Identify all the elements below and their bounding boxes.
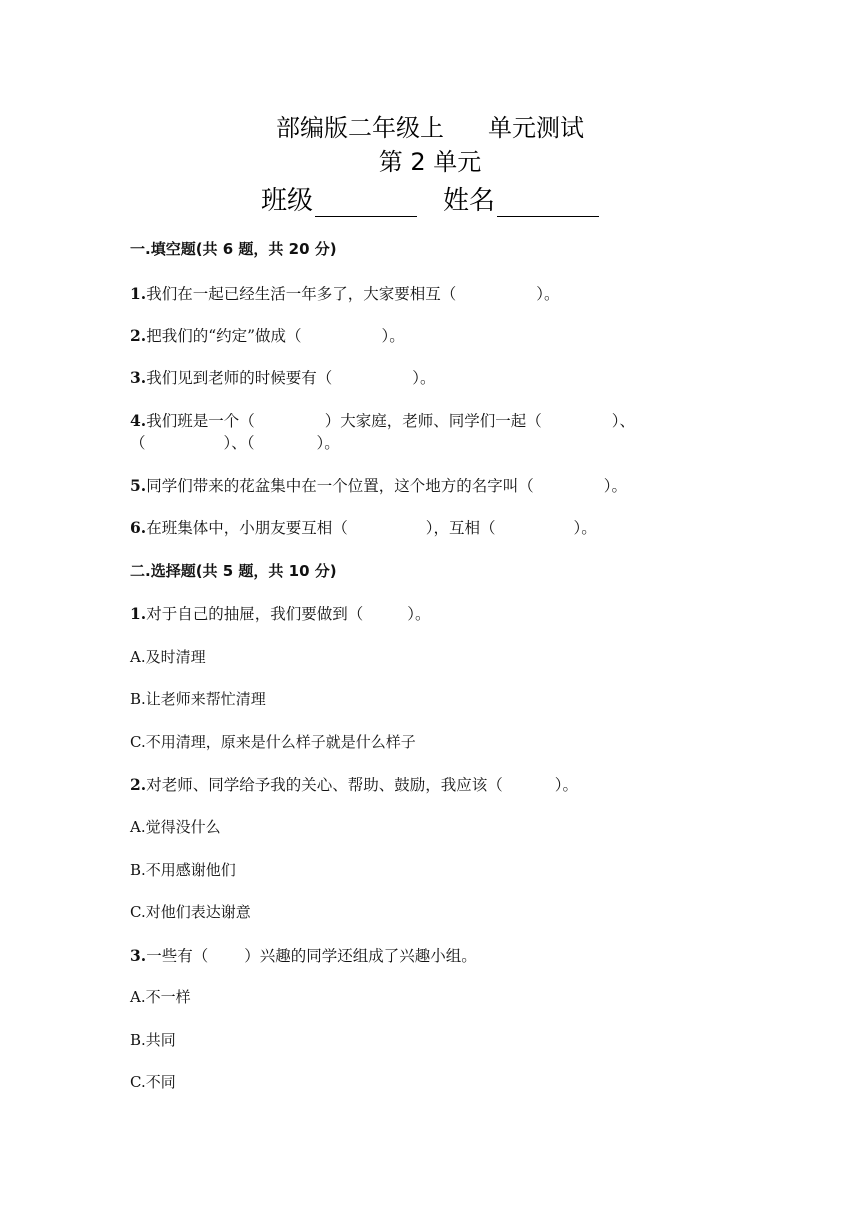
q-text: ）。 [381, 327, 405, 345]
fill-question-1 [130, 282, 559, 304]
q-number: 1. [130, 284, 147, 303]
q-number: 3. [130, 946, 147, 965]
unit-title: 第 2 单元 [378, 148, 482, 176]
q-number: 4. [130, 411, 147, 430]
fill-question-4-cont [130, 431, 340, 453]
option-c[interactable]: C.对他们表达谢意 [130, 903, 251, 921]
q-text: 把我们的“约定”做成（ [146, 327, 302, 345]
option-a[interactable]: A.觉得没什么 [130, 818, 221, 836]
q-text: 对于自己的抽屉，我们要做到（ [146, 605, 364, 623]
q-text: ）。 [603, 477, 627, 495]
option-b[interactable]: B.不用感谢他们 [130, 861, 236, 879]
name-blank[interactable] [497, 190, 599, 217]
option-b[interactable]: B.让老师来帮忙清理 [130, 690, 266, 708]
q-text: 同学们带来的花盆集中在一个位置，这个地方的名字叫（ [146, 477, 534, 495]
student-info [0, 180, 860, 217]
option-c[interactable]: C.不同 [130, 1073, 176, 1091]
q-text: ）兴趣的同学还组成了兴趣小组。 [244, 947, 477, 965]
class-blank[interactable] [315, 190, 417, 217]
section2-heading: 二.选择题(共 5 题，共 10 分) [130, 562, 337, 580]
choice-question-3 [130, 944, 477, 966]
section1-heading: 一.填空题(共 6 题，共 20 分) [130, 240, 337, 258]
fill-question-3 [130, 366, 435, 388]
q-text: ）。 [536, 285, 560, 303]
choice-question-1 [130, 602, 430, 624]
q-number: 3. [130, 368, 147, 387]
q-text: ）。 [573, 519, 597, 537]
q-text: ）。 [412, 369, 436, 387]
q-number: 2. [130, 775, 147, 794]
class-label: 班级 [260, 186, 313, 216]
fill-question-5 [130, 474, 627, 496]
option-a[interactable]: A.及时清理 [130, 648, 206, 666]
name-label: 姓名 [443, 186, 496, 216]
fill-question-6 [130, 516, 597, 538]
q-text: ）。 [554, 776, 578, 794]
q-text: 我们班是一个（ [146, 412, 255, 430]
option-c[interactable]: C.不用清理，原来是什么样子就是什么样子 [130, 733, 416, 751]
q-text: 一些有（ [146, 947, 209, 965]
q-number: 5. [130, 476, 147, 495]
q-text: 在班集体中，小朋友要互相（ [146, 519, 348, 537]
option-b[interactable]: B.共同 [130, 1031, 176, 1049]
exam-title [0, 108, 860, 143]
title-right: 单元测试 [488, 114, 584, 142]
q-text: ）、 [611, 412, 635, 430]
q-number: 2. [130, 326, 147, 345]
option-a[interactable]: A.不一样 [130, 988, 191, 1006]
q-text: （ [130, 434, 146, 452]
q-text: ）。 [316, 434, 340, 452]
q-text: ），互相（ [425, 519, 496, 537]
q-number: 6. [130, 518, 147, 537]
fill-question-2 [130, 324, 405, 346]
fill-question-4 [130, 409, 635, 431]
q-text: ）大家庭，老师、同学们一起（ [324, 412, 542, 430]
q-text: 我们在一起已经生活一年多了，大家要相互（ [146, 285, 457, 303]
choice-question-2 [130, 773, 578, 795]
q-text: ）、（ [223, 434, 255, 452]
q-text: 我们见到老师的时候要有（ [146, 369, 333, 387]
q-text: 对老师、同学给予我的关心、帮助、鼓励，我应该（ [146, 776, 503, 794]
title-left: 部编版二年级上 [276, 114, 444, 142]
q-text: ）。 [407, 605, 431, 623]
q-number: 1. [130, 604, 147, 623]
